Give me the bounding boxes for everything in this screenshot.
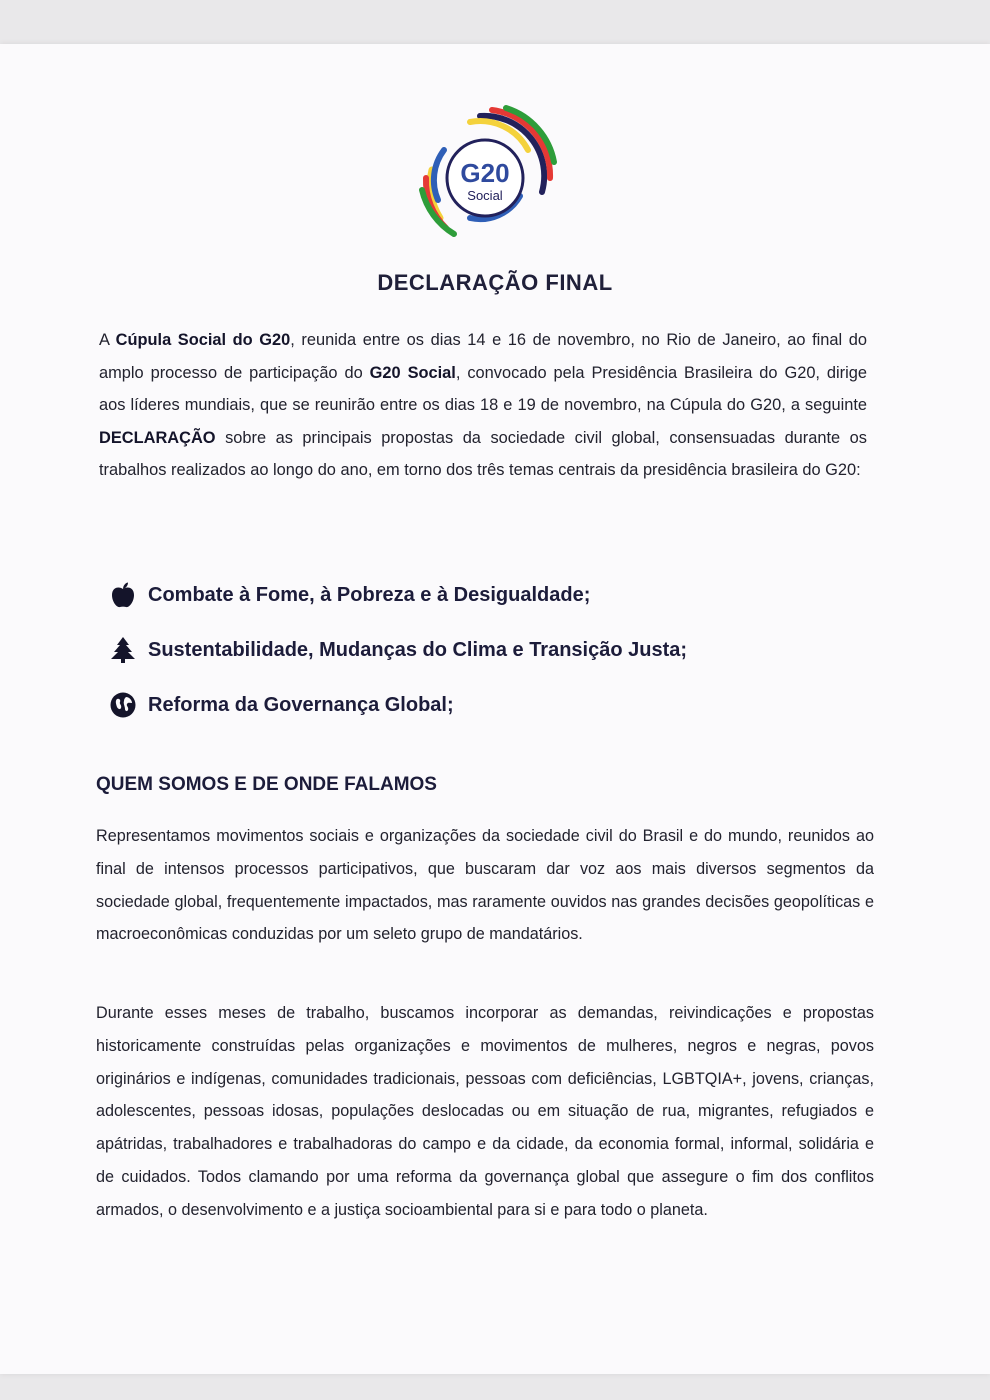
intro-text-3: , convocado pela Presidência Brasileira do G20, dirige aos líderes mundiais, que se reunirão entre os dias 18 e 19 de novembro, na Cúpula do G20, a seguinte (99, 363, 868, 415)
themes-list (108, 580, 908, 745)
logo-text-sub: Social (467, 188, 503, 203)
logo-text-main: G20 (460, 158, 510, 188)
intro-text-4: sobre as principais propostas da sociedade civil global, consensuadas durante os trabalhos realizados ao longo do ano, em torno dos três temas centrais da presidência brasileira do G20: (99, 428, 867, 480)
g20-logo-graphic (410, 100, 560, 240)
intro-text-2: , reunida entre os dias 14 e 16 de novembro, no Rio de Janeiro, ao final do amplo processo de participação do (99, 331, 867, 382)
intro-bold-2: G20 Social (369, 363, 456, 382)
theme-item-sustentabilidade (108, 635, 908, 665)
intro-bold-1: Cúpula Social do G20 (115, 331, 291, 349)
g20-social-logo (410, 100, 560, 240)
theme-label-fome: Combate à Fome, à Pobreza e à Desigualdade; (148, 583, 591, 606)
theme-item-fome (108, 580, 908, 610)
intro-paragraph (99, 324, 867, 487)
document-page (0, 44, 990, 1374)
intro-text-1: A (99, 331, 116, 349)
section-paragraph-1: Representamos movimentos sociais e organizações da sociedade civil do Brasil e do mundo, reunidos ao final de intensos processos participativos, que buscaram dar voz aos mais diversos segmentos da sociedade global, frequentemente impactados, mas raramente ouvidos nas grandes decisões geopolíticas e macroeconômicas conduzidas por um seleto grupo de mandatários. (96, 827, 874, 944)
section-heading: QUEM SOMOS E DE ONDE FALAMOS (96, 774, 437, 795)
apple-icon (108, 580, 138, 610)
theme-item-governanca (108, 690, 908, 720)
page-title: DECLARAÇÃO FINAL (377, 270, 613, 295)
intro-bold-3: DECLARAÇÃO (99, 428, 216, 447)
tree-icon (108, 635, 138, 665)
globe-icon (108, 690, 138, 720)
section-paragraph-2: Durante esses meses de trabalho, buscamos incorporar as demandas, reivindicações e propostas historicamente construídas pelas organizações e movimentos de mulheres, negros e negras, povos originários e indígenas, comunidades tradicionais, pessoas com deficiências, LGBTQIA+, jovens, crianças, adolescentes, pessoas idosas, populações deslocadas ou em situação de rua, migrantes, refugiados e apátridas, trabalhadores e trabalhadoras do campo e da cidade, da economia formal, informal, solidária e de cuidados. Todos clamando por uma reforma da governança global que assegure o fim dos conflitos armados, o desenvolvimento e a justiça socioambiental para si e para todo o planeta. (96, 1004, 874, 1219)
theme-label-governanca: Reforma da Governança Global; (148, 693, 454, 716)
theme-label-sustentabilidade: Sustentabilidade, Mudanças do Clima e Transição Justa; (148, 638, 688, 661)
